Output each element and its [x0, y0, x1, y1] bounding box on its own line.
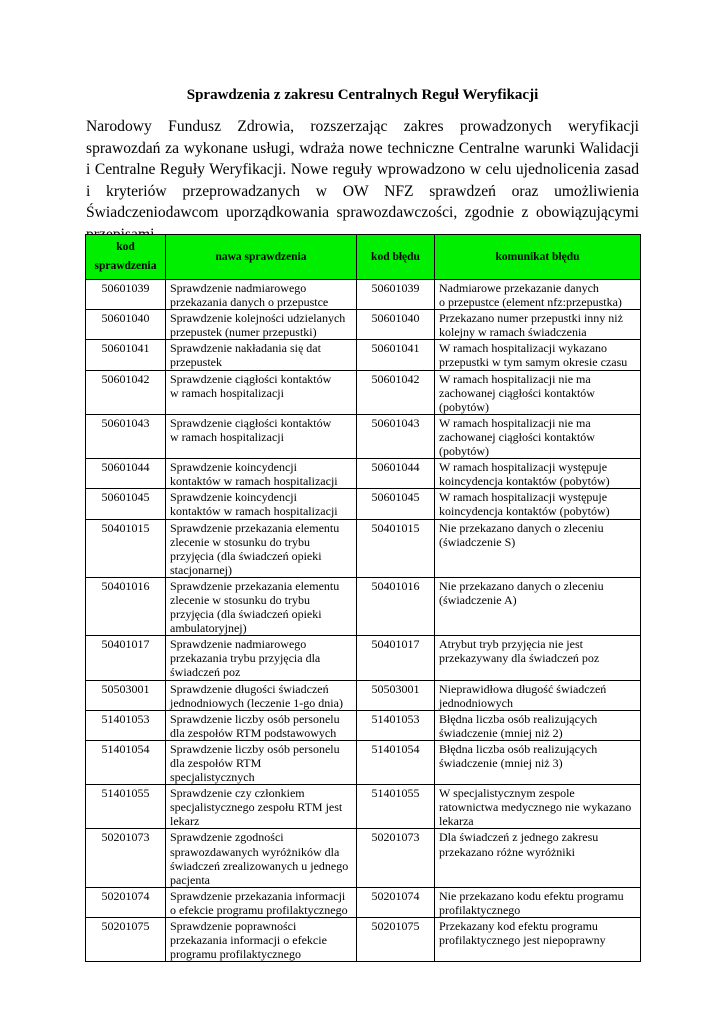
nazwa-sprawdzenia-cell	[166, 489, 357, 519]
kod-sprawdzenia-cell: 50601041	[86, 340, 166, 370]
nazwa-sprawdzenia-cell-line: kontaktów w ramach hospitalizacji	[170, 474, 338, 489]
komunikat-bledu-cell-line: świadczenie (mniej niż 3)	[439, 756, 563, 770]
komunikat-bledu-cell-line: Błędna liczba osób realizujących	[439, 711, 598, 726]
kod-sprawdzenia-cell: 50601039	[86, 280, 166, 310]
nazwa-sprawdzenia-cell-line: jednodniowych (leczenie 1-go dnia)	[170, 695, 343, 710]
nazwa-sprawdzenia-cell-line: Sprawdzenie przekazania informacji	[170, 888, 346, 903]
komunikat-bledu-cell-line: jednodniowych	[439, 695, 513, 710]
komunikat-bledu-cell-line: Przekazany kod efektu programu	[439, 919, 598, 934]
nazwa-sprawdzenia-cell	[166, 829, 357, 887]
nazwa-sprawdzenia-cell-line: dla zespołów RTM podstawowych	[170, 725, 337, 740]
komunikat-bledu-cell	[435, 577, 641, 635]
nazwa-sprawdzenia-cell-line: Sprawdzenie koincydencji	[170, 490, 297, 505]
document-title: Sprawdzenia z zakresu Centralnych Reguł Weryfikacji	[186, 87, 539, 103]
kod-sprawdzenia-cell: 50601043	[86, 414, 166, 458]
nazwa-sprawdzenia-cell-line: pacjenta	[170, 872, 210, 887]
komunikat-bledu-cell-line: (pobytów)	[439, 399, 489, 414]
komunikat-bledu-cell-line: zachowanej ciągłości kontaktów	[439, 385, 595, 400]
komunikat-bledu-cell	[435, 680, 641, 710]
nazwa-sprawdzenia-cell	[166, 887, 357, 917]
kod-sprawdzenia-cell: 50601044	[86, 459, 166, 489]
kod-bledu-cell: 51401054	[357, 740, 435, 784]
komunikat-bledu-cell-line: W ramach hospitalizacji wykazano	[439, 341, 608, 356]
nazwa-sprawdzenia-cell	[166, 740, 357, 784]
nazwa-sprawdzenia-cell-line: Sprawdzenie kolejności udzielanych	[170, 311, 346, 326]
komunikat-bledu-cell	[435, 887, 641, 917]
table-row	[86, 310, 641, 340]
table-row	[86, 829, 641, 887]
kod-bledu-cell: 50401017	[357, 636, 435, 680]
nazwa-sprawdzenia-cell-line: specjalistycznego zespołu RTM jest	[170, 800, 343, 815]
header-kod-line2: sprawdzenia	[94, 260, 157, 272]
komunikat-bledu-cell	[435, 519, 641, 577]
komunikat-bledu-cell	[435, 710, 641, 740]
nazwa-sprawdzenia-cell	[166, 310, 357, 340]
komunikat-bledu-cell-line: W ramach hospitalizacji występuje	[439, 490, 608, 505]
komunikat-bledu-cell-line: (świadczenie A)	[439, 592, 517, 607]
komunikat-bledu-cell	[435, 740, 641, 784]
nazwa-sprawdzenia-cell-line: stacjonarnej)	[170, 562, 232, 577]
komunikat-bledu-cell-line: kolejny w ramach świadczenia	[439, 325, 587, 340]
table-row	[86, 459, 641, 489]
nazwa-sprawdzenia-cell	[166, 577, 357, 635]
nazwa-sprawdzenia-cell-line: specjalistycznych	[170, 770, 255, 785]
nazwa-sprawdzenia-cell-line: Sprawdzenie poprawności	[170, 919, 297, 934]
komunikat-bledu-cell-line: lekarza	[439, 814, 474, 829]
nazwa-sprawdzenia-cell-line: dla zespołów RTM	[170, 756, 262, 770]
kod-sprawdzenia-cell: 51401054	[86, 740, 166, 784]
kod-sprawdzenia-cell: 50201074	[86, 887, 166, 917]
komunikat-bledu-cell-line: Nie przekazano danych o zleceniu	[439, 578, 604, 593]
komunikat-bledu-cell-line: przepustki w tym samym okresie czasu	[439, 355, 628, 370]
table-row	[86, 740, 641, 784]
komunikat-bledu-cell-line: koincydencja kontaktów (pobytów)	[439, 474, 610, 489]
nazwa-sprawdzenia-cell-line: w ramach hospitalizacji	[170, 385, 284, 400]
nazwa-sprawdzenia-cell-line: zlecenie w stosunku do trybu	[170, 534, 310, 549]
nazwa-sprawdzenia-cell	[166, 918, 357, 962]
komunikat-bledu-cell-line: ratownictwa medycznego nie wykazano	[439, 800, 632, 815]
kod-bledu-cell: 51401053	[357, 710, 435, 740]
komunikat-bledu-cell	[435, 414, 641, 458]
nazwa-sprawdzenia-cell-line: Sprawdzenie ciągłości kontaktów	[170, 415, 332, 430]
nazwa-sprawdzenia-cell-line: Sprawdzenie zgodności	[170, 830, 284, 845]
nazwa-sprawdzenia-cell-line: w ramach hospitalizacji	[170, 429, 284, 444]
kod-sprawdzenia-cell: 50401016	[86, 577, 166, 635]
table-body	[86, 280, 641, 962]
nazwa-sprawdzenia-cell-line: przepustek (numer przepustki)	[170, 325, 317, 340]
rules-table	[85, 234, 641, 962]
komunikat-bledu-cell-line: (pobytów)	[439, 444, 489, 459]
table-row	[86, 340, 641, 370]
nazwa-sprawdzenia-cell	[166, 680, 357, 710]
table-row	[86, 577, 641, 635]
nazwa-sprawdzenia-cell	[166, 519, 357, 577]
nazwa-sprawdzenia-cell-line: Sprawdzenie przekazania elementu	[170, 578, 340, 593]
nazwa-sprawdzenia-cell	[166, 370, 357, 414]
intro-paragraph: Narodowy Fundusz Zdrowia, rozszerzając zakres prowadzonych weryfikacji sprawozdań za wykonane usługi, wdraża nowe techniczne Centralne warunki Walidacji i Centralne Reguły Weryfikacji. Nowe reguły wprowadzono w celu ujednolicenia zasad i kryteriów przeprowadzanych w OW NFZ sprawdzeń oraz umożliwienia Świadczeniodawcom uporządkowania sprawozdawczości, zgodnie z obowiązującymi	[86, 118, 639, 221]
nazwa-sprawdzenia-cell	[166, 710, 357, 740]
komunikat-bledu-cell	[435, 310, 641, 340]
kod-sprawdzenia-cell: 51401053	[86, 710, 166, 740]
komunikat-bledu-cell-line: zachowanej ciągłości kontaktów	[439, 429, 595, 444]
kod-bledu-cell: 50601043	[357, 414, 435, 458]
kod-sprawdzenia-cell: 50601040	[86, 310, 166, 340]
kod-sprawdzenia-cell: 50601045	[86, 489, 166, 519]
komunikat-bledu-cell-line: Nieprawidłowa długość świadczeń	[439, 681, 607, 696]
nazwa-sprawdzenia-cell-line: o efekcie programu profilaktycznego	[170, 902, 348, 917]
table-row	[86, 710, 641, 740]
kod-bledu-cell: 51401055	[357, 785, 435, 829]
kod-sprawdzenia-cell: 50401017	[86, 636, 166, 680]
kod-sprawdzenia-cell: 50401015	[86, 519, 166, 577]
nazwa-sprawdzenia-cell-line: przekazania informacji o efekcie	[170, 933, 327, 948]
nazwa-sprawdzenia-cell-line: przekazania danych o przepustce	[170, 295, 329, 310]
nazwa-sprawdzenia-cell	[166, 459, 357, 489]
komunikat-bledu-cell	[435, 918, 641, 962]
nazwa-sprawdzenia-cell-line: przekazania trybu przyjęcia dla	[170, 651, 321, 666]
nazwa-sprawdzenia-cell-line: przyjęcia (dla świadczeń opieki	[170, 548, 322, 563]
nazwa-sprawdzenia-cell	[166, 785, 357, 829]
komunikat-bledu-cell-line: W ramach hospitalizacji nie ma	[439, 371, 591, 386]
table-row	[86, 887, 641, 917]
table-row	[86, 918, 641, 962]
nazwa-sprawdzenia-cell-line: Sprawdzenie nadmiarowego	[170, 281, 307, 295]
kod-bledu-cell: 50601042	[357, 370, 435, 414]
kod-bledu-cell: 50401016	[357, 577, 435, 635]
nazwa-sprawdzenia-cell	[166, 340, 357, 370]
komunikat-bledu-cell-line: o przepustce (element nfz:przepustka)	[439, 295, 622, 310]
table-row	[86, 370, 641, 414]
header-kod-line1: kod	[116, 241, 135, 253]
komunikat-bledu-cell	[435, 829, 641, 887]
nazwa-sprawdzenia-cell-line: Sprawdzenie liczby osób personelu	[170, 741, 340, 756]
komunikat-bledu-cell-line: Przekazano numer przepustki inny niż	[439, 311, 623, 326]
nazwa-sprawdzenia-cell-line: Sprawdzenie przekazania elementu	[170, 520, 340, 535]
komunikat-bledu-cell-line: Atrybut tryb przyjęcia nie jest	[439, 637, 583, 652]
nazwa-sprawdzenia-cell	[166, 636, 357, 680]
komunikat-bledu-cell-line: (świadczenie S)	[439, 534, 516, 549]
komunikat-bledu-cell-line: profilaktycznego jest niepoprawny	[439, 933, 606, 948]
kod-bledu-cell: 50601045	[357, 489, 435, 519]
komunikat-bledu-cell-line: przekazywany dla świadczeń poz	[439, 651, 600, 666]
kod-bledu-cell: 50601041	[357, 340, 435, 370]
komunikat-bledu-cell	[435, 340, 641, 370]
komunikat-bledu-cell-line: świadczenie (mniej niż 2)	[439, 725, 563, 740]
komunikat-bledu-cell	[435, 280, 641, 310]
komunikat-bledu-cell	[435, 489, 641, 519]
komunikat-bledu-cell	[435, 785, 641, 829]
nazwa-sprawdzenia-cell-line: ambulatoryjnej)	[170, 621, 247, 636]
komunikat-bledu-cell-line: Nadmiarowe przekazanie danych	[439, 281, 599, 295]
table-row	[86, 519, 641, 577]
komunikat-bledu-cell-line: koincydencja kontaktów (pobytów)	[439, 504, 610, 519]
kod-bledu-cell: 50401015	[357, 519, 435, 577]
nazwa-sprawdzenia-cell-line: Sprawdzenie liczby osób personelu	[170, 711, 340, 726]
header-kod-sprawdzenia	[86, 235, 166, 280]
table-row	[86, 414, 641, 458]
komunikat-bledu-cell-line: profilaktycznego	[439, 902, 521, 917]
nazwa-sprawdzenia-cell	[166, 280, 357, 310]
nazwa-sprawdzenia-cell-line: przyjęcia (dla świadczeń opieki	[170, 607, 322, 622]
kod-sprawdzenia-cell: 50601042	[86, 370, 166, 414]
kod-bledu-cell: 50201074	[357, 887, 435, 917]
nazwa-sprawdzenia-cell-line: lekarz	[170, 814, 200, 829]
table-row	[86, 280, 641, 310]
header-komunikat-bledu: komunikat błędu	[435, 235, 641, 280]
nazwa-sprawdzenia-cell-line: zlecenie w stosunku do trybu	[170, 592, 310, 607]
nazwa-sprawdzenia-cell-line: Sprawdzenie czy członkiem	[170, 786, 305, 801]
table-row	[86, 680, 641, 710]
komunikat-bledu-cell-line: W ramach hospitalizacji nie ma	[439, 415, 591, 430]
table-row	[86, 636, 641, 680]
komunikat-bledu-cell-line: W ramach hospitalizacji występuje	[439, 460, 608, 475]
nazwa-sprawdzenia-cell-line: programu profilaktycznego	[170, 947, 301, 962]
nazwa-sprawdzenia-cell-line: Sprawdzenie nakładania się dat	[170, 341, 321, 356]
komunikat-bledu-cell-line: Nie przekazano kodu efektu programu	[439, 888, 624, 903]
kod-bledu-cell: 50601044	[357, 459, 435, 489]
nazwa-sprawdzenia-cell-line: Sprawdzenie nadmiarowego	[170, 637, 307, 652]
nazwa-sprawdzenia-cell-line: Sprawdzenie koincydencji	[170, 460, 297, 475]
komunikat-bledu-cell	[435, 636, 641, 680]
komunikat-bledu-cell-line: W specjalistycznym zespole	[439, 786, 575, 801]
kod-sprawdzenia-cell: 50503001	[86, 680, 166, 710]
nazwa-sprawdzenia-cell-line: przepustek	[170, 355, 222, 370]
kod-bledu-cell: 50201075	[357, 918, 435, 962]
kod-sprawdzenia-cell: 50201075	[86, 918, 166, 962]
nazwa-sprawdzenia-cell-line: Sprawdzenie długości świadczeń	[170, 681, 329, 696]
table-row	[86, 489, 641, 519]
nazwa-sprawdzenia-cell-line: sprawozdawanych wyróżników dla	[170, 844, 340, 859]
table-header-row	[86, 235, 641, 280]
komunikat-bledu-cell-line: Nie przekazano danych o zleceniu	[439, 520, 604, 535]
table-row	[86, 785, 641, 829]
kod-sprawdzenia-cell: 51401055	[86, 785, 166, 829]
nazwa-sprawdzenia-cell-line: kontaktów w ramach hospitalizacji	[170, 504, 338, 519]
komunikat-bledu-cell-line: Dla świadczeń z jednego zakresu	[439, 830, 599, 845]
nazwa-sprawdzenia-cell-line: świadczeń zrealizowanych u jednego	[170, 858, 349, 873]
kod-bledu-cell: 50601039	[357, 280, 435, 310]
komunikat-bledu-cell-line: przekazano różne wyróżniki	[439, 844, 575, 859]
header-kod-bledu: kod błędu	[357, 235, 435, 280]
kod-bledu-cell: 50201073	[357, 829, 435, 887]
header-nazwa-sprawdzenia: nawa sprawdzenia	[166, 235, 357, 280]
komunikat-bledu-cell	[435, 459, 641, 489]
kod-sprawdzenia-cell: 50201073	[86, 829, 166, 887]
komunikat-bledu-cell-line: Błędna liczba osób realizujących	[439, 741, 598, 756]
kod-bledu-cell: 50601040	[357, 310, 435, 340]
komunikat-bledu-cell	[435, 370, 641, 414]
nazwa-sprawdzenia-cell-line: Sprawdzenie ciągłości kontaktów	[170, 371, 332, 386]
kod-bledu-cell: 50503001	[357, 680, 435, 710]
nazwa-sprawdzenia-cell-line: świadczeń poz	[170, 665, 241, 680]
nazwa-sprawdzenia-cell	[166, 414, 357, 458]
